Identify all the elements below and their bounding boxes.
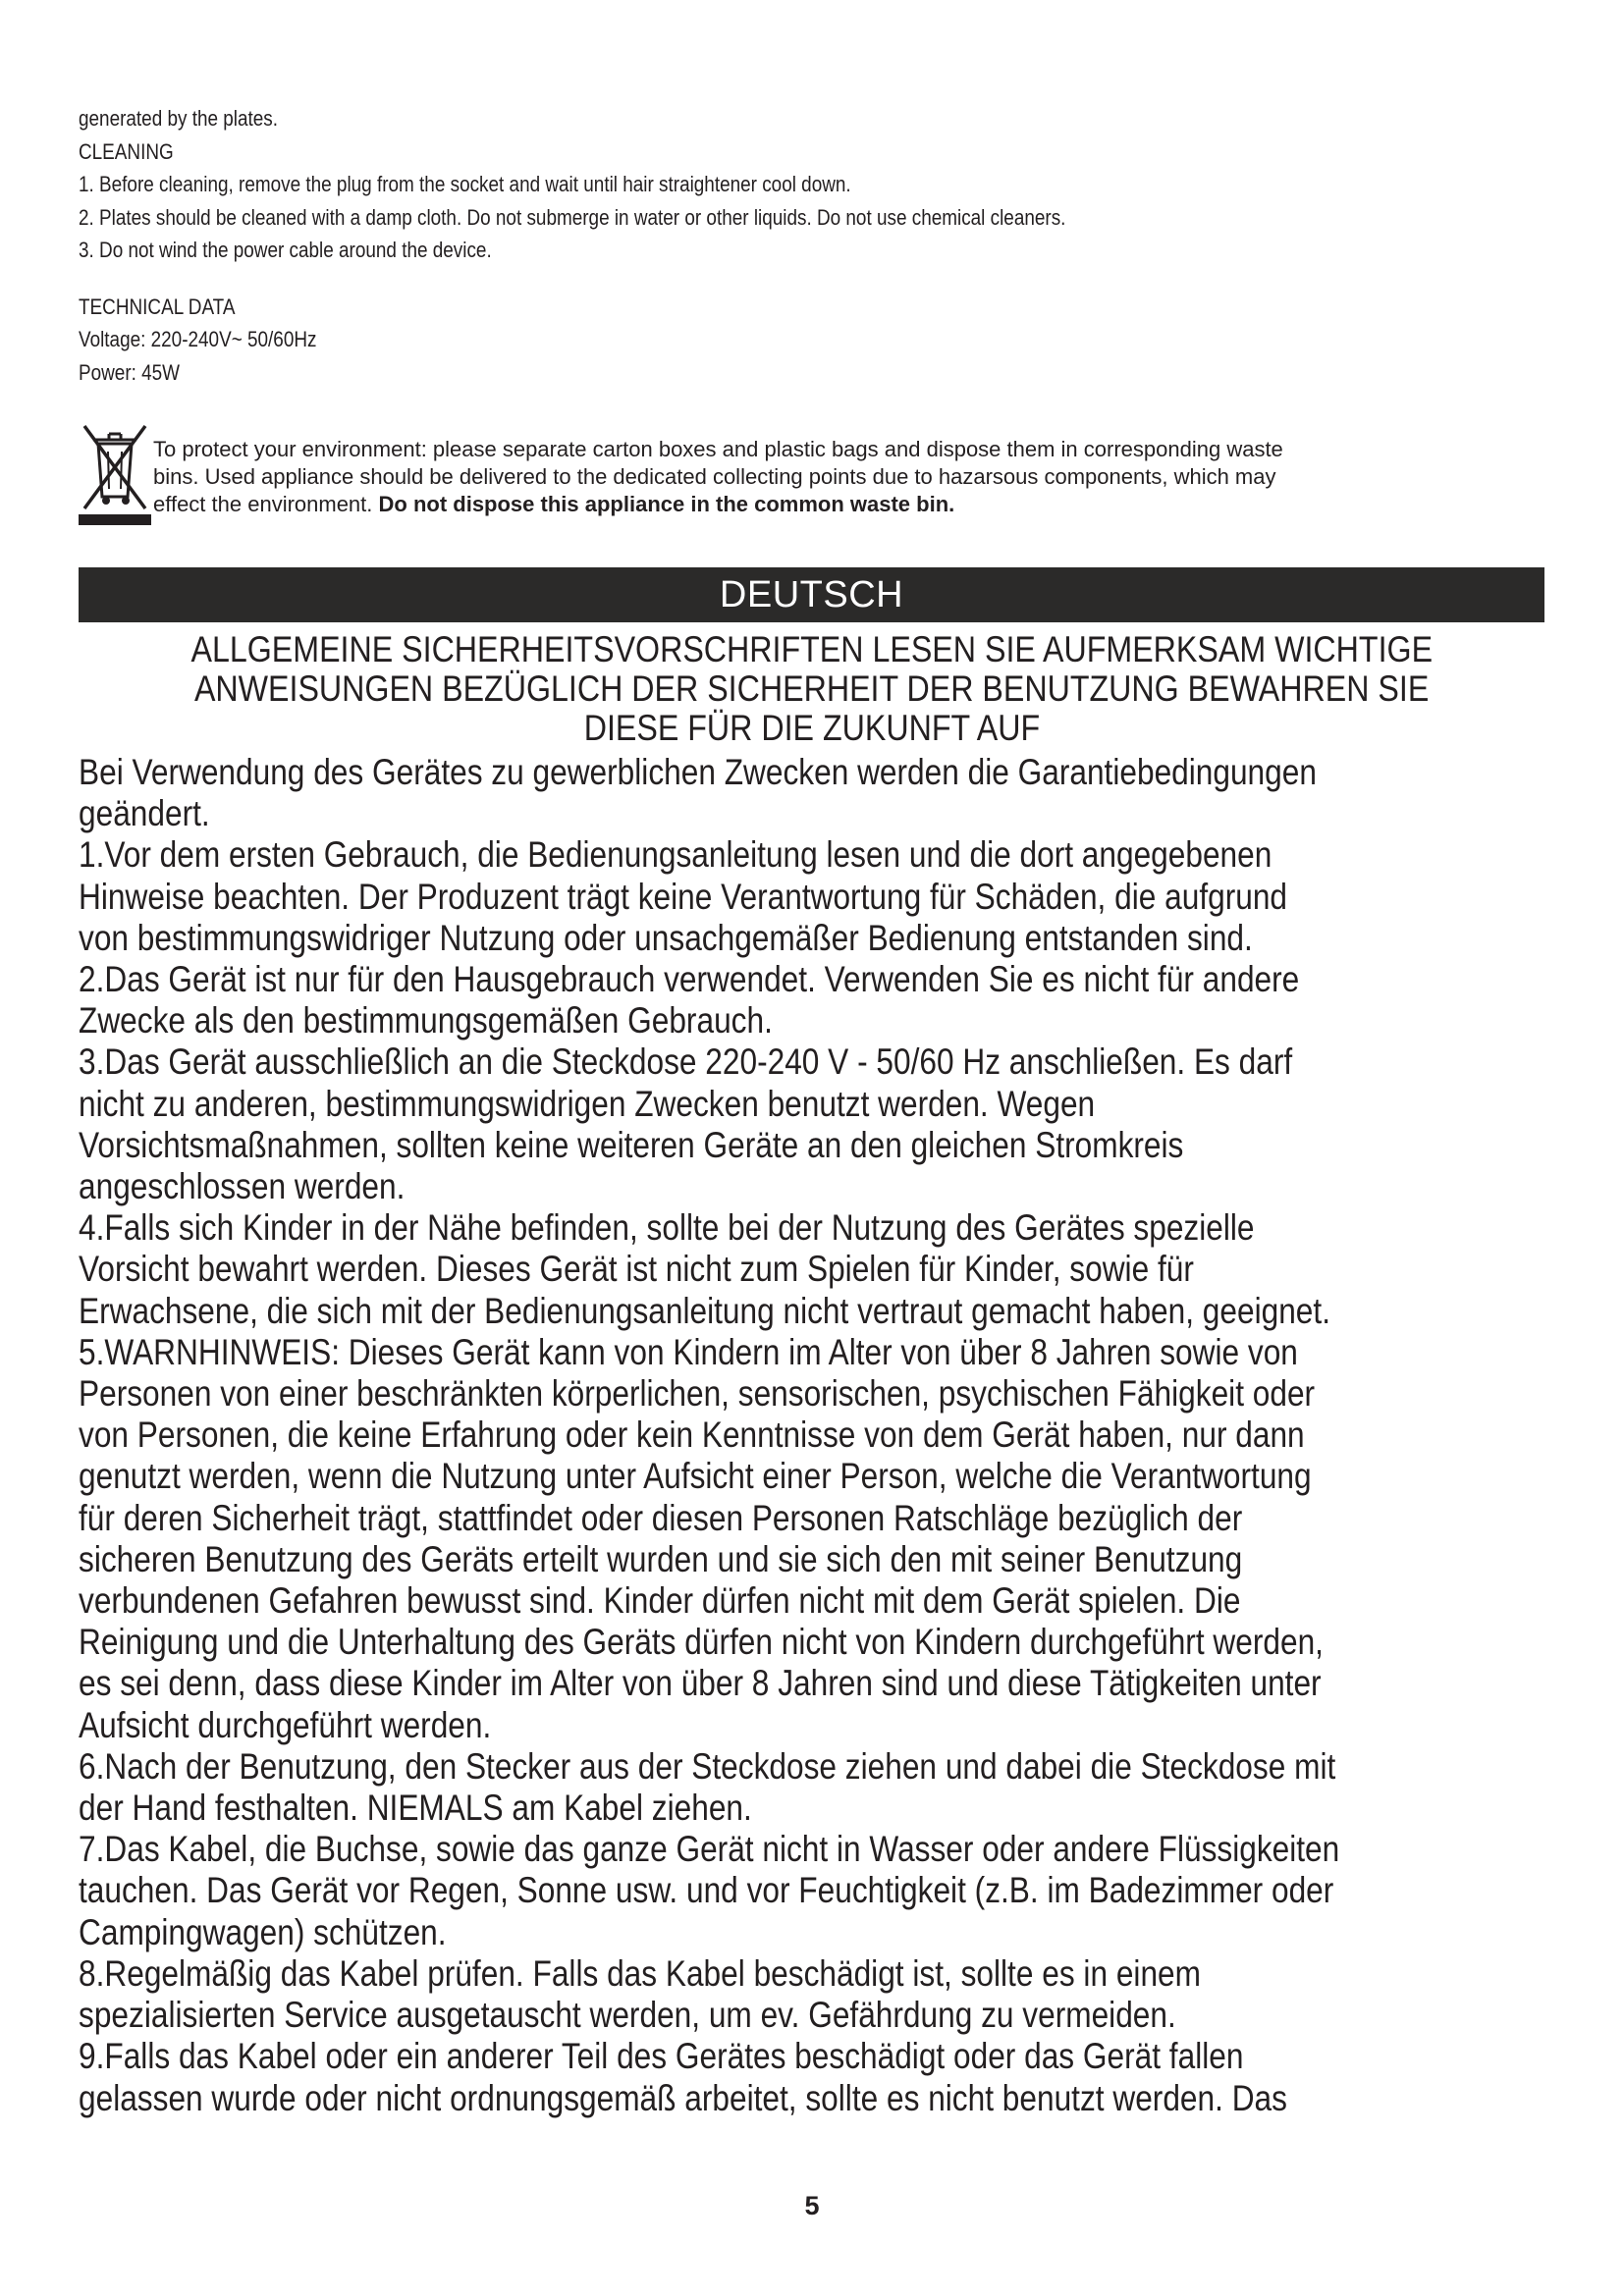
german-instructions bbox=[79, 752, 1571, 2119]
text-line: 1. Before cleaning, remove the plug from the socket and wait until hair straightener cool down. bbox=[79, 172, 851, 196]
heading-line: DIESE FÜR DIE ZUKUNFT AUF bbox=[583, 708, 1040, 748]
text-line: Reinigung und die Unterhaltung des Geräts dürfen nicht von Kindern durchgeführt werden, bbox=[79, 1622, 1324, 1663]
text-line: spezialisierten Service ausgetauscht werden, um ev. Gefährdung zu vermeiden. bbox=[79, 1995, 1176, 2036]
text-line: Vorsicht bewahrt werden. Dieses Gerät ist nicht zum Spielen für Kinder, sowie für bbox=[79, 1249, 1194, 1290]
text-line: Vorsichtsmaßnahmen, sollten keine weiteren Geräte an den gleichen Stromkreis bbox=[79, 1124, 1184, 1165]
crossed-out-wheelie-bin-icon bbox=[79, 420, 151, 526]
text-line: von bestimmungswidriger Nutzung oder unsachgemäßer Bedienung entstanden sind. bbox=[79, 917, 1253, 958]
environment-warning: Do not dispose this appliance in the common waste bin. bbox=[378, 492, 955, 516]
text-line: nicht zu anderen, bestimmungswidrigen Zwecken benutzt werden. Wegen bbox=[79, 1083, 1096, 1124]
english-section bbox=[79, 102, 1532, 389]
voltage-value: Voltage: 220-240V~ 50/60Hz bbox=[79, 327, 317, 351]
text-line: 5.WARNHINWEIS: Dieses Gerät kann von Kindern im Alter von über 8 Jahren sowie von bbox=[79, 1331, 1298, 1372]
text-line: geändert. bbox=[79, 793, 210, 834]
heading-line: ANWEISUNGEN BEZÜGLICH DER SICHERHEIT DER BENUTZUNG BEWAHREN SIE bbox=[193, 668, 1430, 709]
environment-line: To protect your environment: please separate carton boxes and plastic bags and dispose them in corresponding waste bbox=[153, 437, 1283, 461]
language-title: DEUTSCH bbox=[719, 573, 904, 615]
text-line: Bei Verwendung des Gerätes zu gewerblichen Zwecken werden die Garantiebedingungen bbox=[79, 752, 1317, 792]
text-line: tauchen. Das Gerät vor Regen, Sonne usw. und vor Feuchtigkeit (z.B. im Badezimmer oder bbox=[79, 1870, 1334, 1911]
environment-line: bins. Used appliance should be delivered to the dedicated collecting points due to hazarsous components, which may bbox=[153, 464, 1276, 489]
heading-line: ALLGEMEINE SICHERHEITSVORSCHRIFTEN LESEN SIE AUFMERKSAM WICHTIGE bbox=[190, 629, 1433, 669]
german-safety-heading bbox=[79, 630, 1544, 748]
environment-notice bbox=[79, 420, 1551, 530]
text-line: 2.Das Gerät ist nur für den Hausgebrauch verwendet. Verwenden Sie es nicht für andere bbox=[79, 959, 1300, 1000]
power-value: Power: 45W bbox=[79, 359, 181, 385]
language-section-header bbox=[79, 567, 1544, 622]
environment-line bbox=[153, 491, 1567, 518]
text-line: 4.Falls sich Kinder in der Nähe befinden, sollte bei der Nutzung des Gerätes spezielle bbox=[79, 1207, 1255, 1249]
text-line: 2. Plates should be cleaned with a damp cloth. Do not submerge in water or other liquids. Do not use chemical cleaners. bbox=[79, 204, 1066, 230]
page-number: 5 bbox=[804, 2191, 820, 2220]
environment-text bbox=[153, 436, 1567, 518]
text-line: für deren Sicherheit trägt, stattfindet oder diesen Personen Ratschläge bezüglich der bbox=[79, 1497, 1243, 1538]
text-line: Erwachsene, die sich mit der Bedienungsanleitung nicht vertraut gemacht haben, geeignet. bbox=[79, 1290, 1330, 1331]
spacer bbox=[79, 267, 1532, 291]
text-line: 3. Do not wind the power cable around the device. bbox=[79, 238, 492, 262]
text-line: 6.Nach der Benutzung, den Stecker aus der Steckdose ziehen und dabei die Steckdose mit bbox=[79, 1745, 1336, 1787]
text-line: 9.Falls das Kabel oder ein anderer Teil des Gerätes beschädigt oder das Gerät fallen bbox=[79, 2036, 1244, 2077]
text-line: von Personen, die keine Erfahrung oder kein Kenntnisse von dem Gerät haben, nur dann bbox=[79, 1415, 1305, 1456]
cleaning-heading: CLEANING bbox=[79, 138, 174, 164]
text-line: es sei denn, dass diese Kinder im Alter von über 8 Jahren sind und diese Tätigkeiten unter bbox=[79, 1663, 1322, 1704]
text-line: angeschlossen werden. bbox=[79, 1166, 406, 1207]
text-line: 1.Vor dem ersten Gebrauch, die Bedienungsanleitung lesen und die dort angegebenen bbox=[79, 834, 1272, 876]
text-line: verbundenen Gefahren bewusst sind. Kinder dürfen nicht mit dem Gerät spielen. Die bbox=[79, 1580, 1241, 1622]
text-line: Campingwagen) schützen. bbox=[79, 1911, 447, 1952]
text-line: sicheren Benutzung des Geräts erteilt wurden und sie sich den mit seiner Benutzung bbox=[79, 1538, 1243, 1579]
text-line: 7.Das Kabel, die Buchse, sowie das ganze Gerät nicht in Wasser oder andere Flüssigkeiten bbox=[79, 1829, 1340, 1870]
text-line: 3.Das Gerät ausschließlich an die Steckdose 220-240 V - 50/60 Hz anschließen. Es darf bbox=[79, 1041, 1293, 1083]
text-line: Zwecke als den bestimmungsgemäßen Gebrauch. bbox=[79, 1000, 773, 1041]
technical-data-heading: TECHNICAL DATA bbox=[79, 294, 236, 319]
text-line: genutzt werden, wenn die Nutzung unter Aufsicht einer Person, welche die Verantwortung bbox=[79, 1456, 1312, 1497]
text-line: Personen von einer beschränkten körperlichen, sensorischen, psychischen Fähigkeit oder bbox=[79, 1373, 1316, 1415]
text-line: gelassen wurde oder nicht ordnungsgemäß arbeitet, sollte es nicht benutzt werden. Das bbox=[79, 2077, 1287, 2118]
text-line: 8.Regelmäßig das Kabel prüfen. Falls das Kabel beschädigt ist, sollte es in einem bbox=[79, 1952, 1202, 1994]
text-line: generated by the plates. bbox=[79, 106, 279, 131]
text-line: Aufsicht durchgeführt werden. bbox=[79, 1704, 492, 1745]
text-line: der Hand festhalten. NIEMALS am Kabel ziehen. bbox=[79, 1788, 752, 1829]
text-line: Hinweise beachten. Der Produzent trägt keine Verantwortung für Schäden, die aufgrund bbox=[79, 876, 1288, 917]
environment-line-text: effect the environment. bbox=[153, 492, 379, 516]
